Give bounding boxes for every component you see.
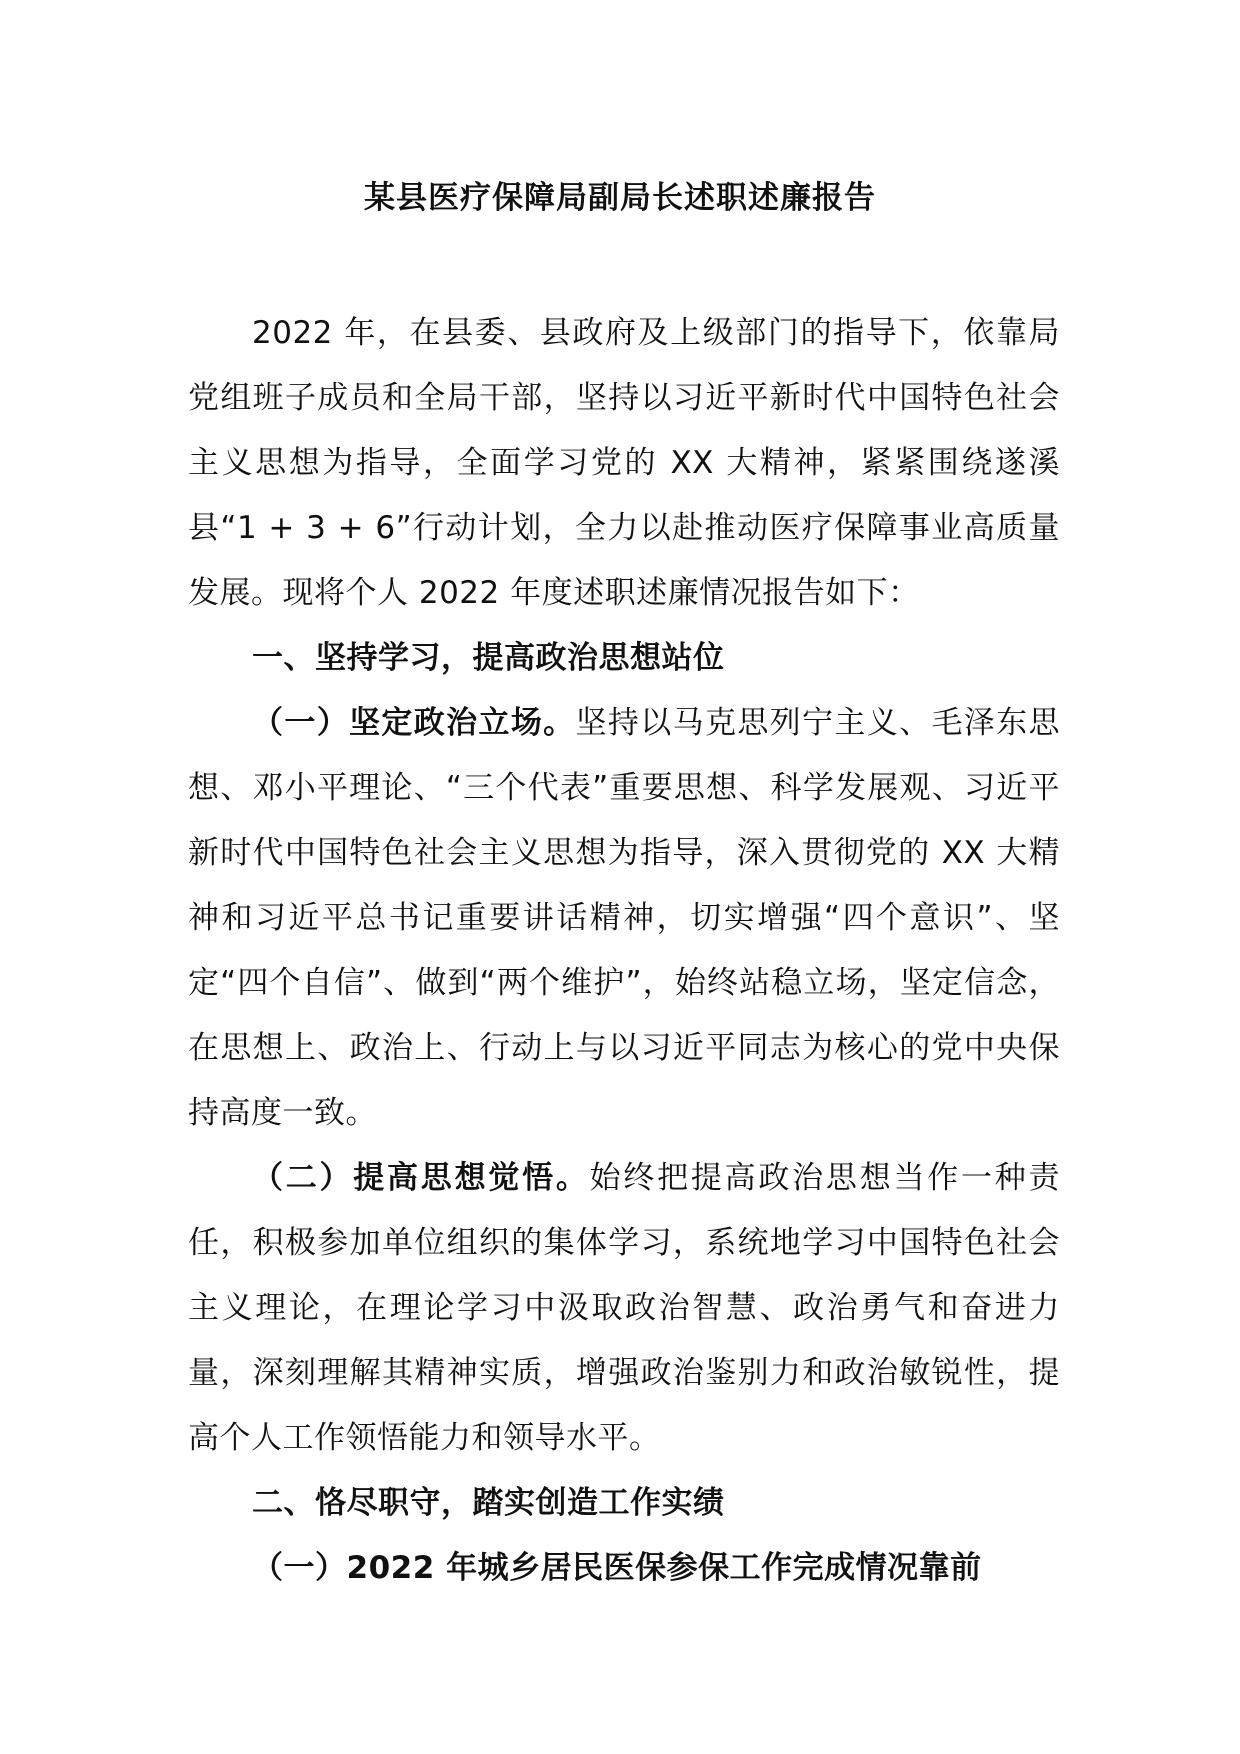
section-1-heading: 一、坚持学习，提高政治思想站位	[252, 640, 725, 676]
section-1-item-2	[188, 1146, 1060, 1471]
section-2-heading: 二、恪尽职守，踏实创造工作实绩	[252, 1485, 725, 1521]
document-body	[188, 301, 1060, 1601]
section-1-item-1-lead: （一）坚定政治立场。	[252, 705, 576, 741]
intro-paragraph: 2022 年，在县委、县政府及上级部门的指导下，依靠局党组班子成员和全局干部，坚持以习近平新时代中国特色社会主义思想为指导，全面学习党的 XX 大精神，紧紧围绕遂溪县“1 + 3 + 6”行动计划，全力以赴推动医疗保障事业高质量发展。现将个人 2022 年度述职述廉情况报告如下：	[188, 315, 1060, 611]
section-2-subheading: （一）2022 年城乡居民医保参保工作完成情况靠前	[252, 1550, 982, 1586]
document-title: 某县医疗保障局副局长述职述廉报告	[364, 180, 876, 216]
section-1-item-2-lead: （二）提高思想觉悟。	[252, 1160, 590, 1196]
section-1-item-2-text: 始终把提高政治思想当作一种责任，积极参加单位组织的集体学习，系统地学习中国特色社会主义理论，在理论学习中汲取政治智慧、政治勇气和奋进力量，深刻理解其精神实质，增强政治鉴别力和政治敏锐性，提高个人工作领悟能力和领导水平。	[188, 1160, 1060, 1456]
section-1-item-1	[188, 691, 1060, 1146]
section-1-item-1-text: 坚持以马克思列宁主义、毛泽东思想、邓小平理论、“三个代表”重要思想、科学发展观、习近平新时代中国特色社会主义思想为指导，深入贯彻党的 XX 大精神和习近平总书记重要讲话精神，切实增强“四个意识”、坚定“四个自信”、做到“两个维护”，始终站稳立场，坚定信念，在思想上、政治上、行动上与以习近平同志为核心的党中央保持高度一致。	[188, 705, 1061, 1131]
